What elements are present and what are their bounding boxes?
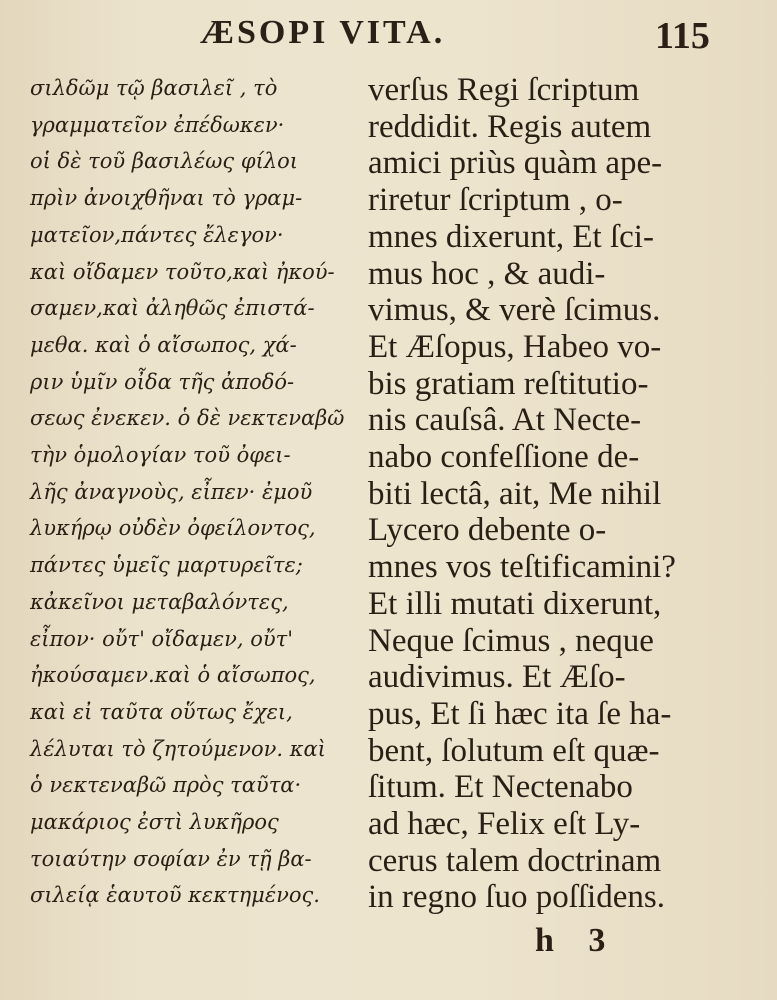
latin-text-line: verſus Regi ſcriptum: [368, 72, 640, 108]
greek-text-line: σιλείᾳ ἑαυτοῦ κεκτημένος.: [30, 883, 320, 908]
greek-text-line: μακάριος ἐστὶ λυκῆρος: [30, 810, 279, 835]
greek-text-line: ὁ νεκτεναβῶ πρὸς ταῦτα·: [30, 773, 302, 798]
greek-text-line: πάντες ὑμεῖς μαρτυρεῖτε;: [30, 553, 303, 578]
latin-text-line: nabo confeſſione de-: [368, 439, 640, 476]
greek-text-line: λέλυται τὸ ζητούμενον. καὶ: [30, 736, 326, 761]
latin-text-line: cerus talem doctrinam: [368, 842, 662, 879]
greek-text-line: εἶπον· οὔτ' οἴδαμεν, οὔτ': [30, 626, 294, 651]
latin-text-line: biti lectâ, ait, Me nihil: [368, 475, 662, 512]
greek-text-line: οἱ δὲ τοῦ βασιλέως φίλοι: [30, 149, 298, 174]
greek-text-line: σιλδῶμ τῷ βασιλεῖ , τὸ: [30, 76, 278, 100]
latin-text-line: riretur ſcriptum , o-: [368, 182, 623, 219]
latin-text-line: in regno ſuo poſſidens.: [368, 879, 665, 916]
greek-text-line: ἠκούσαμεν.καὶ ὁ αἴσωπος,: [30, 663, 316, 688]
latin-text-line: Et Æſopus, Habeo vo-: [368, 328, 662, 365]
latin-text-line: bent, ſolutum eſt quæ-: [368, 732, 660, 769]
greek-text-line: μεθα. καὶ ὁ αἴσωπος, χά-: [30, 332, 297, 357]
latin-text-line: ad hæc, Felix eſt Ly-: [368, 806, 641, 843]
latin-text-line: Et illi mutati dixerunt,: [368, 585, 662, 622]
running-head-title: ÆSOPI VITA.: [200, 14, 446, 51]
page-number: 115: [655, 15, 710, 57]
greek-text-line: σαμεν,καὶ ἀληθῶς ἐπιστά-: [30, 296, 315, 321]
latin-text-line: amici priùs quàm ape-: [368, 145, 663, 182]
greek-text-line: λῆς ἀναγνοὺς, εἶπεν· ἐμοῦ: [30, 479, 313, 504]
greek-text-line: σεως ἐνεκεν. ὁ δὲ νεκτεναβῶ: [30, 406, 345, 431]
latin-text-line: ſitum. Et Nectenabo: [368, 769, 633, 806]
latin-text-line: pus, Et ſi hæc ita ſe ha-: [368, 695, 672, 732]
greek-text-line: τὴν ὁμολογίαν τοῦ ὀφει-: [30, 443, 291, 468]
latin-text-line: vimus, & verè ſcimus.: [368, 292, 661, 329]
latin-column: [368, 72, 763, 916]
greek-text-line: ριν ὑμῖν οἶδα τῆς ἀποδό-: [30, 369, 295, 394]
greek-text-line: πρὶν ἀνοιχθῆναι τὸ γραμ-: [30, 186, 303, 211]
greek-text-line: κἀκεῖνοι μεταβαλόντες,: [30, 589, 289, 614]
greek-text-line: καὶ εἰ ταῦτα οὕτως ἔχει,: [30, 699, 293, 724]
latin-text-line: Lycero debente o-: [368, 512, 607, 549]
greek-text-line: ματεῖον,πάντες ἔλεγον·: [30, 222, 284, 247]
latin-text-line: bis gratiam reſtitutio-: [368, 365, 649, 402]
signature-mark: h 3: [535, 922, 606, 959]
latin-text-line: Neque ſcimus , neque: [368, 622, 654, 659]
latin-text-line: reddidit. Regis autem: [368, 108, 652, 145]
latin-text-line: mus hoc , & audi-: [368, 255, 606, 292]
greek-text-line: τοιαύτην σοφίαν ἐν τῇ βα-: [30, 846, 312, 871]
latin-text-line: mnes vos teſtificamini?: [368, 549, 676, 586]
latin-text-line: nis cauſsâ. At Necte-: [368, 402, 642, 439]
latin-text-line: audivimus. Et Æſo-: [368, 659, 626, 696]
greek-column: [30, 70, 350, 914]
latin-text-line: mnes dixerunt, Et ſci-: [368, 218, 654, 255]
greek-text-line: καὶ οἴδαμεν τοῦτο,καὶ ἠκού-: [30, 259, 335, 284]
greek-text-line: λυκήρῳ οὐδὲν ὀφείλοντος,: [30, 516, 316, 541]
greek-text-line: γραμματεῖον ἐπέδωκεν·: [30, 112, 285, 137]
